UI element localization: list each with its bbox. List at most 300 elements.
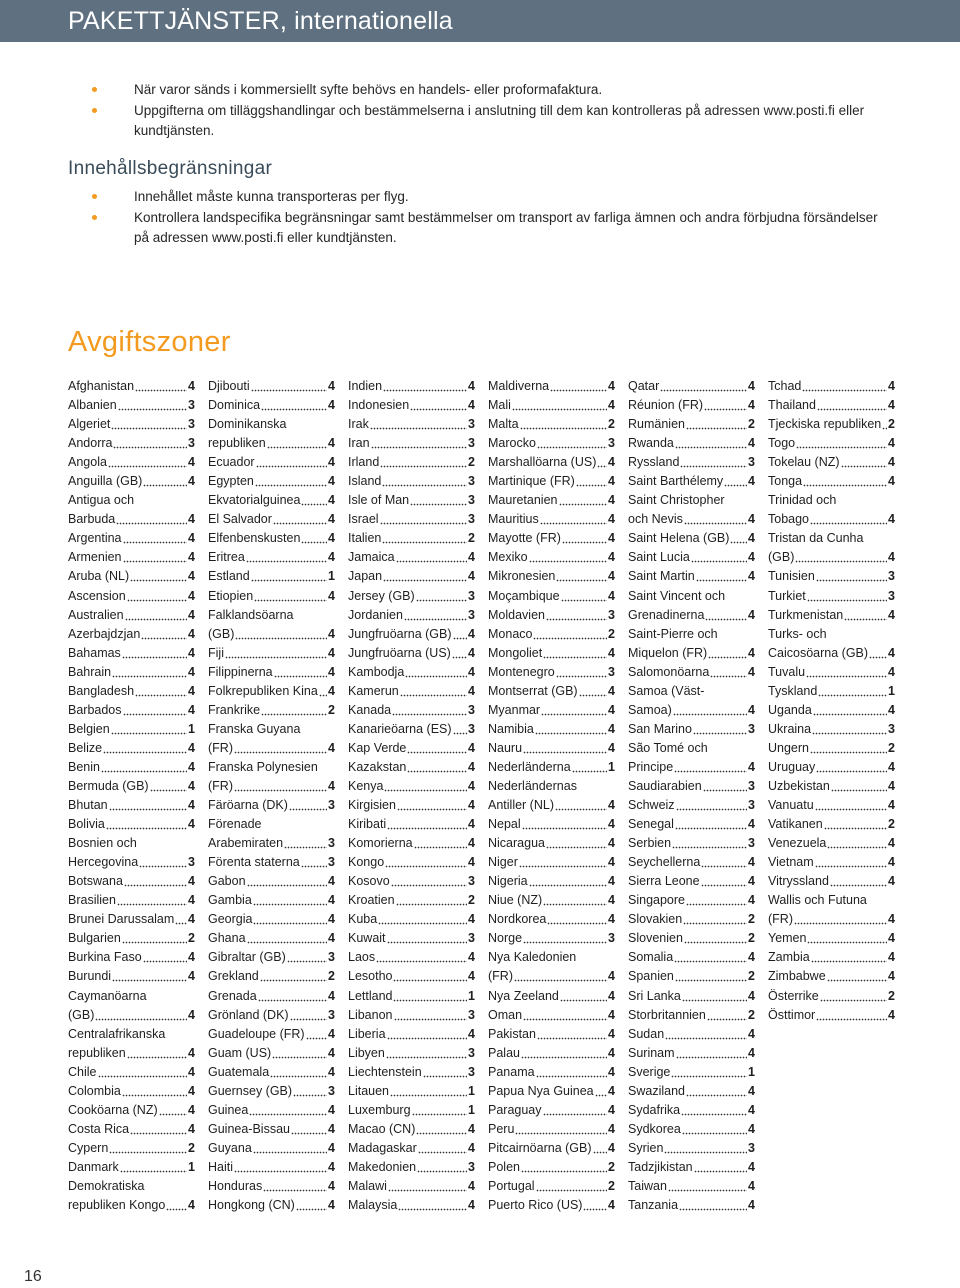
zone-number: 4 [188, 893, 195, 908]
country-name: Vietnam [768, 855, 814, 870]
country-name: Egypten [208, 474, 254, 489]
zone-row [628, 872, 755, 891]
zone-row [208, 453, 335, 472]
country-name: Guernsey (GB) [208, 1083, 293, 1098]
country-name: Tonga [768, 474, 803, 489]
dot-leader [127, 1046, 187, 1059]
country-name: Japan [348, 569, 383, 584]
dot-leader [130, 570, 187, 583]
zone-row [488, 1196, 615, 1215]
zone-number: 4 [888, 855, 895, 870]
zone-number: 4 [608, 1064, 615, 1079]
zone-row [768, 720, 895, 739]
country-name: Bermuda (GB) [68, 778, 149, 793]
zone-row [68, 701, 195, 720]
zone-number: 4 [328, 398, 335, 413]
dot-leader [123, 703, 188, 716]
zone-row [208, 1006, 335, 1025]
dot-leader [844, 608, 887, 621]
dot-leader [301, 494, 327, 507]
zone-row [348, 548, 475, 567]
zone-number: 4 [468, 1026, 475, 1041]
zone-row [628, 796, 755, 815]
zone-row [68, 777, 195, 796]
dot-leader [135, 380, 187, 393]
country-name: Laos [348, 950, 376, 965]
country-name: Moçambique [488, 588, 560, 603]
country-name: Uruguay [768, 759, 816, 774]
dot-leader [882, 418, 887, 431]
zone-row [628, 415, 755, 434]
zone-row [488, 853, 615, 872]
dot-leader [387, 1027, 468, 1040]
zone-number: 4 [328, 874, 335, 889]
dot-leader [150, 779, 187, 792]
zone-row [68, 682, 195, 701]
dot-leader [529, 875, 607, 888]
zone-row [208, 910, 335, 929]
dot-leader [546, 837, 607, 850]
dot-leader [101, 760, 187, 773]
dot-leader [686, 418, 747, 431]
country-name: Miquelon (FR) [628, 645, 708, 660]
country-name: Luxemburg [348, 1102, 411, 1117]
country-name: Demokratiska [68, 1178, 145, 1193]
zone-row [68, 1044, 195, 1063]
dot-leader [514, 970, 607, 983]
country-name: (FR) [208, 740, 233, 755]
zone-number: 2 [608, 626, 615, 641]
country-name: Monaco [488, 626, 533, 641]
zone-row [348, 948, 475, 967]
zone-row [208, 1177, 335, 1196]
dot-leader [400, 684, 467, 697]
zone-row [488, 891, 615, 910]
zone-number: 4 [188, 683, 195, 698]
dot-leader [802, 380, 887, 393]
country-name: Surinam [628, 1045, 675, 1060]
country-name: Tokelau (NZ) [768, 455, 840, 470]
zone-row [68, 739, 195, 758]
zone-number: 4 [608, 1007, 615, 1022]
country-name: Litauen [348, 1083, 390, 1098]
country-name: Ungern [768, 740, 809, 755]
zone-column [68, 377, 195, 1215]
country-name: Ecuador [208, 455, 255, 470]
zone-number: 4 [468, 740, 475, 755]
zone-row [768, 567, 895, 586]
zone-number: 4 [188, 969, 195, 984]
country-name: Schweiz [628, 798, 675, 813]
dot-leader [407, 760, 467, 773]
zone-row [768, 777, 895, 796]
zone-row [628, 1101, 755, 1120]
zone-number: 4 [328, 436, 335, 451]
zone-number: 4 [188, 569, 195, 584]
country-name: Grenada [208, 988, 257, 1003]
intro-list [92, 80, 882, 142]
zone-row [208, 682, 335, 701]
dot-leader [523, 1008, 607, 1021]
zone-number: 4 [468, 817, 475, 832]
country-name: Vitryssland [768, 874, 829, 889]
dot-leader [116, 513, 187, 526]
country-name: Elfenbenskusten [208, 531, 301, 546]
country-name: Myanmar [488, 702, 541, 717]
dot-leader [827, 970, 887, 983]
country-name: Jungfruöarna (US) [348, 645, 451, 660]
zone-row [348, 1101, 475, 1120]
dot-leader [537, 437, 607, 450]
country-name: Thailand [768, 398, 816, 413]
dot-leader [112, 970, 187, 983]
zone-number: 4 [888, 969, 895, 984]
country-name: Tjeckiska republiken [768, 417, 882, 432]
zone-row [488, 872, 615, 891]
zone-number: 2 [328, 702, 335, 717]
zone-row [768, 510, 895, 529]
dot-leader [701, 875, 747, 888]
dot-leader [684, 932, 747, 945]
zone-number: 4 [328, 1045, 335, 1060]
intro-bullet-text: När varor sänds i kommersiellt syfte behövs en handels- eller proformafaktura. [134, 82, 603, 97]
zone-number: 4 [608, 474, 615, 489]
zone-row [628, 606, 755, 625]
dot-leader [117, 894, 187, 907]
dot-leader [290, 1008, 327, 1021]
country-name: Tobago [768, 512, 810, 527]
country-name: Bahamas [68, 645, 121, 660]
zone-row [68, 644, 195, 663]
zone-number: 4 [608, 398, 615, 413]
zone-number: 4 [608, 855, 615, 870]
zone-row [488, 567, 615, 586]
zone-row [68, 625, 195, 644]
dot-leader [417, 1160, 467, 1173]
zone-number: 4 [608, 455, 615, 470]
country-name: Bangladesh [68, 683, 135, 698]
country-name: Martinique (FR) [488, 474, 575, 489]
dot-leader [572, 760, 607, 773]
country-name: Indien [348, 379, 383, 393]
country-name: Guadeloupe (FR) [208, 1026, 305, 1041]
country-name: Guatemala [208, 1064, 270, 1079]
zone-row [68, 815, 195, 834]
zone-number: 4 [608, 1140, 615, 1155]
zone-number: 4 [888, 836, 895, 851]
zone-row [488, 967, 615, 986]
country-name: Färöarna (DK) [208, 798, 288, 813]
zone-row [208, 1044, 335, 1063]
zone-number: 4 [468, 550, 475, 565]
country-name: Burundi [68, 969, 112, 984]
dot-leader [546, 608, 607, 621]
bullet-dot-icon [92, 108, 97, 113]
country-name: Barbuda [68, 512, 116, 527]
zone-row [68, 377, 195, 396]
dot-leader [522, 818, 607, 831]
zone-row [768, 644, 895, 663]
country-name: Kambodja [348, 664, 405, 679]
zone-number: 1 [468, 1102, 475, 1117]
country-name: Qatar [628, 379, 660, 393]
zone-row [628, 720, 755, 739]
dot-leader [261, 703, 327, 716]
zone-row [628, 453, 755, 472]
dot-leader [816, 760, 887, 773]
zone-row [488, 1177, 615, 1196]
zone-row [768, 967, 895, 986]
country-name: Italien [348, 531, 382, 546]
zone-row [768, 453, 895, 472]
country-name: Turkmenistan [768, 607, 844, 622]
zone-number: 4 [888, 379, 895, 393]
dot-leader [273, 513, 327, 526]
zone-number: 2 [748, 1007, 755, 1022]
country-name: Costa Rica [68, 1121, 130, 1136]
country-name: Saint Vincent och [628, 588, 726, 603]
zone-row [348, 1120, 475, 1139]
country-name: Palau [488, 1045, 520, 1060]
dot-leader [412, 1103, 468, 1116]
country-name: Dominikanska [208, 417, 287, 432]
zone-number: 2 [748, 969, 755, 984]
zone-number: 4 [888, 398, 895, 413]
country-name: Zimbabwe [768, 969, 826, 984]
zone-number: 4 [188, 512, 195, 527]
country-name: Libyen [348, 1045, 385, 1060]
zone-number: 4 [608, 493, 615, 508]
zone-row [348, 891, 475, 910]
zone-number: 3 [468, 931, 475, 946]
zone-number: 4 [888, 798, 895, 813]
country-name: Slovenien [628, 931, 683, 946]
zone-number: 4 [608, 512, 615, 527]
country-name: Etiopien [208, 588, 254, 603]
page-number: 16 [24, 1268, 42, 1285]
dot-leader [247, 932, 328, 945]
dot-leader [521, 1160, 607, 1173]
zone-number: 4 [888, 931, 895, 946]
zone-row [348, 606, 475, 625]
zone-number: 1 [188, 1159, 195, 1174]
zone-row [348, 396, 475, 415]
zone-row [68, 1063, 195, 1082]
dot-leader [724, 475, 747, 488]
zone-row [628, 853, 755, 872]
zone-row [348, 910, 475, 929]
dot-leader [807, 589, 887, 602]
dot-leader [270, 1065, 327, 1078]
country-name: Saint Barthélemy [628, 474, 724, 489]
zone-row [348, 529, 475, 548]
zone-number: 4 [748, 817, 755, 832]
zone-number: 3 [748, 836, 755, 851]
zone-row [628, 891, 755, 910]
zone-row [628, 1025, 755, 1044]
zone-row [208, 891, 335, 910]
zone-row [628, 815, 755, 834]
dot-leader [410, 399, 467, 412]
country-name: Tyskland [768, 683, 818, 698]
country-name: Botswana [68, 874, 123, 889]
dot-leader [561, 589, 607, 602]
country-name: Armenien [68, 550, 122, 565]
zone-number: 3 [468, 588, 475, 603]
zone-row [348, 1063, 475, 1082]
zone-row [208, 948, 335, 967]
zone-row [768, 948, 895, 967]
country-name: Slovakien [628, 912, 683, 927]
zone-row [768, 396, 895, 415]
dot-leader [108, 456, 187, 469]
dot-leader [98, 1065, 188, 1078]
country-name: Bhutan [68, 798, 108, 813]
country-name: Eritrea [208, 550, 245, 565]
country-name: Niger [488, 855, 518, 870]
country-name: Mauritius [488, 512, 539, 527]
country-name: Centralafrikanska [68, 1026, 166, 1041]
zone-number: 4 [608, 1026, 615, 1041]
dot-leader [536, 1065, 607, 1078]
dot-leader [391, 875, 467, 888]
dot-leader [122, 646, 187, 659]
dot-leader [560, 989, 607, 1002]
zone-row [348, 853, 475, 872]
country-name: Indonesien [348, 398, 410, 413]
zone-number: 4 [468, 912, 475, 927]
zone-row [68, 510, 195, 529]
dot-leader [404, 608, 467, 621]
country-name: Polen [488, 1159, 520, 1174]
zone-number: 4 [608, 874, 615, 889]
zone-row [628, 548, 755, 567]
zone-number: 2 [608, 1178, 615, 1193]
zone-number: 4 [748, 702, 755, 717]
country-name: Kirgisien [348, 798, 396, 813]
zone-number: 4 [328, 493, 335, 508]
country-name: El Salvador [208, 512, 272, 527]
country-name: Dominica [208, 398, 261, 413]
zone-row [348, 434, 475, 453]
country-name: (GB) [68, 1007, 95, 1022]
zone-row [68, 548, 195, 567]
dot-leader [693, 722, 747, 735]
zone-number: 3 [468, 1064, 475, 1079]
dot-leader [263, 1179, 327, 1192]
country-name: Serbien [628, 836, 672, 851]
zone-number: 2 [188, 1140, 195, 1155]
dot-leader [673, 703, 747, 716]
dot-leader [260, 970, 327, 983]
country-name: Saudiarabien [628, 778, 702, 793]
zone-number: 4 [188, 664, 195, 679]
country-name: Mongoliet [488, 645, 543, 660]
country-name: Arabemiraten [208, 836, 284, 851]
country-name: Isle of Man [348, 493, 410, 508]
zone-row [208, 872, 335, 891]
zone-row [628, 644, 755, 663]
country-name: Oman [488, 1007, 523, 1022]
dot-leader [707, 1008, 747, 1021]
country-name: Makedonien [348, 1159, 417, 1174]
zone-row [348, 1177, 475, 1196]
zone-row [68, 758, 195, 777]
zone-number: 4 [188, 874, 195, 889]
zone-number: 3 [748, 798, 755, 813]
zone-row [68, 396, 195, 415]
country-name: Saint Helena (GB) [628, 531, 730, 546]
dot-leader [423, 1065, 467, 1078]
zone-number: 4 [188, 1083, 195, 1098]
dot-leader [540, 513, 607, 526]
zone-row [208, 929, 335, 948]
zone-number: 3 [888, 569, 895, 584]
zone-number: 4 [328, 455, 335, 470]
zone-number: 3 [468, 493, 475, 508]
zone-number: 1 [608, 759, 615, 774]
zone-number: 4 [188, 531, 195, 546]
dot-leader [122, 1084, 187, 1097]
zone-row [68, 891, 195, 910]
zone-row [768, 1006, 895, 1025]
zone-number: 4 [748, 550, 755, 565]
zone-row [488, 587, 615, 606]
country-name: Montserrat (GB) [488, 683, 578, 698]
zone-row [208, 529, 335, 548]
dot-leader [253, 894, 327, 907]
country-name: (GB) [208, 626, 235, 641]
zone-row [68, 606, 195, 625]
country-name: Bosnien och [68, 836, 137, 851]
zone-row [348, 1139, 475, 1158]
zone-number: 4 [468, 398, 475, 413]
zone-number: 4 [748, 531, 755, 546]
zone-number: 4 [748, 398, 755, 413]
zone-row [488, 682, 615, 701]
zone-row [628, 567, 755, 586]
dot-leader [533, 627, 607, 640]
country-name: Zambia [768, 950, 810, 965]
zone-number: 4 [188, 778, 195, 793]
dot-leader [686, 894, 747, 907]
dot-leader [143, 951, 187, 964]
zone-number: 4 [328, 1159, 335, 1174]
zone-number: 4 [608, 798, 615, 813]
country-name: Guinea [208, 1102, 249, 1117]
dot-leader [112, 665, 187, 678]
country-name: Tunisien [768, 569, 815, 584]
zone-row [488, 415, 615, 434]
zone-row [348, 815, 475, 834]
zone-row [768, 415, 895, 434]
zone-number: 3 [468, 607, 475, 622]
country-name: Jersey (GB) [348, 588, 415, 603]
dot-leader [418, 1141, 467, 1154]
dot-leader [390, 1084, 467, 1097]
dot-leader [123, 551, 188, 564]
zone-row [768, 739, 895, 758]
zone-number: 4 [328, 988, 335, 1003]
zone-number: 4 [748, 1198, 755, 1213]
zone-number: 4 [188, 645, 195, 660]
zone-number: 4 [888, 512, 895, 527]
zone-number: 4 [888, 912, 895, 927]
dot-leader [376, 951, 467, 964]
zone-number: 4 [468, 855, 475, 870]
zone-number: 3 [188, 398, 195, 413]
zone-row [488, 1139, 615, 1158]
